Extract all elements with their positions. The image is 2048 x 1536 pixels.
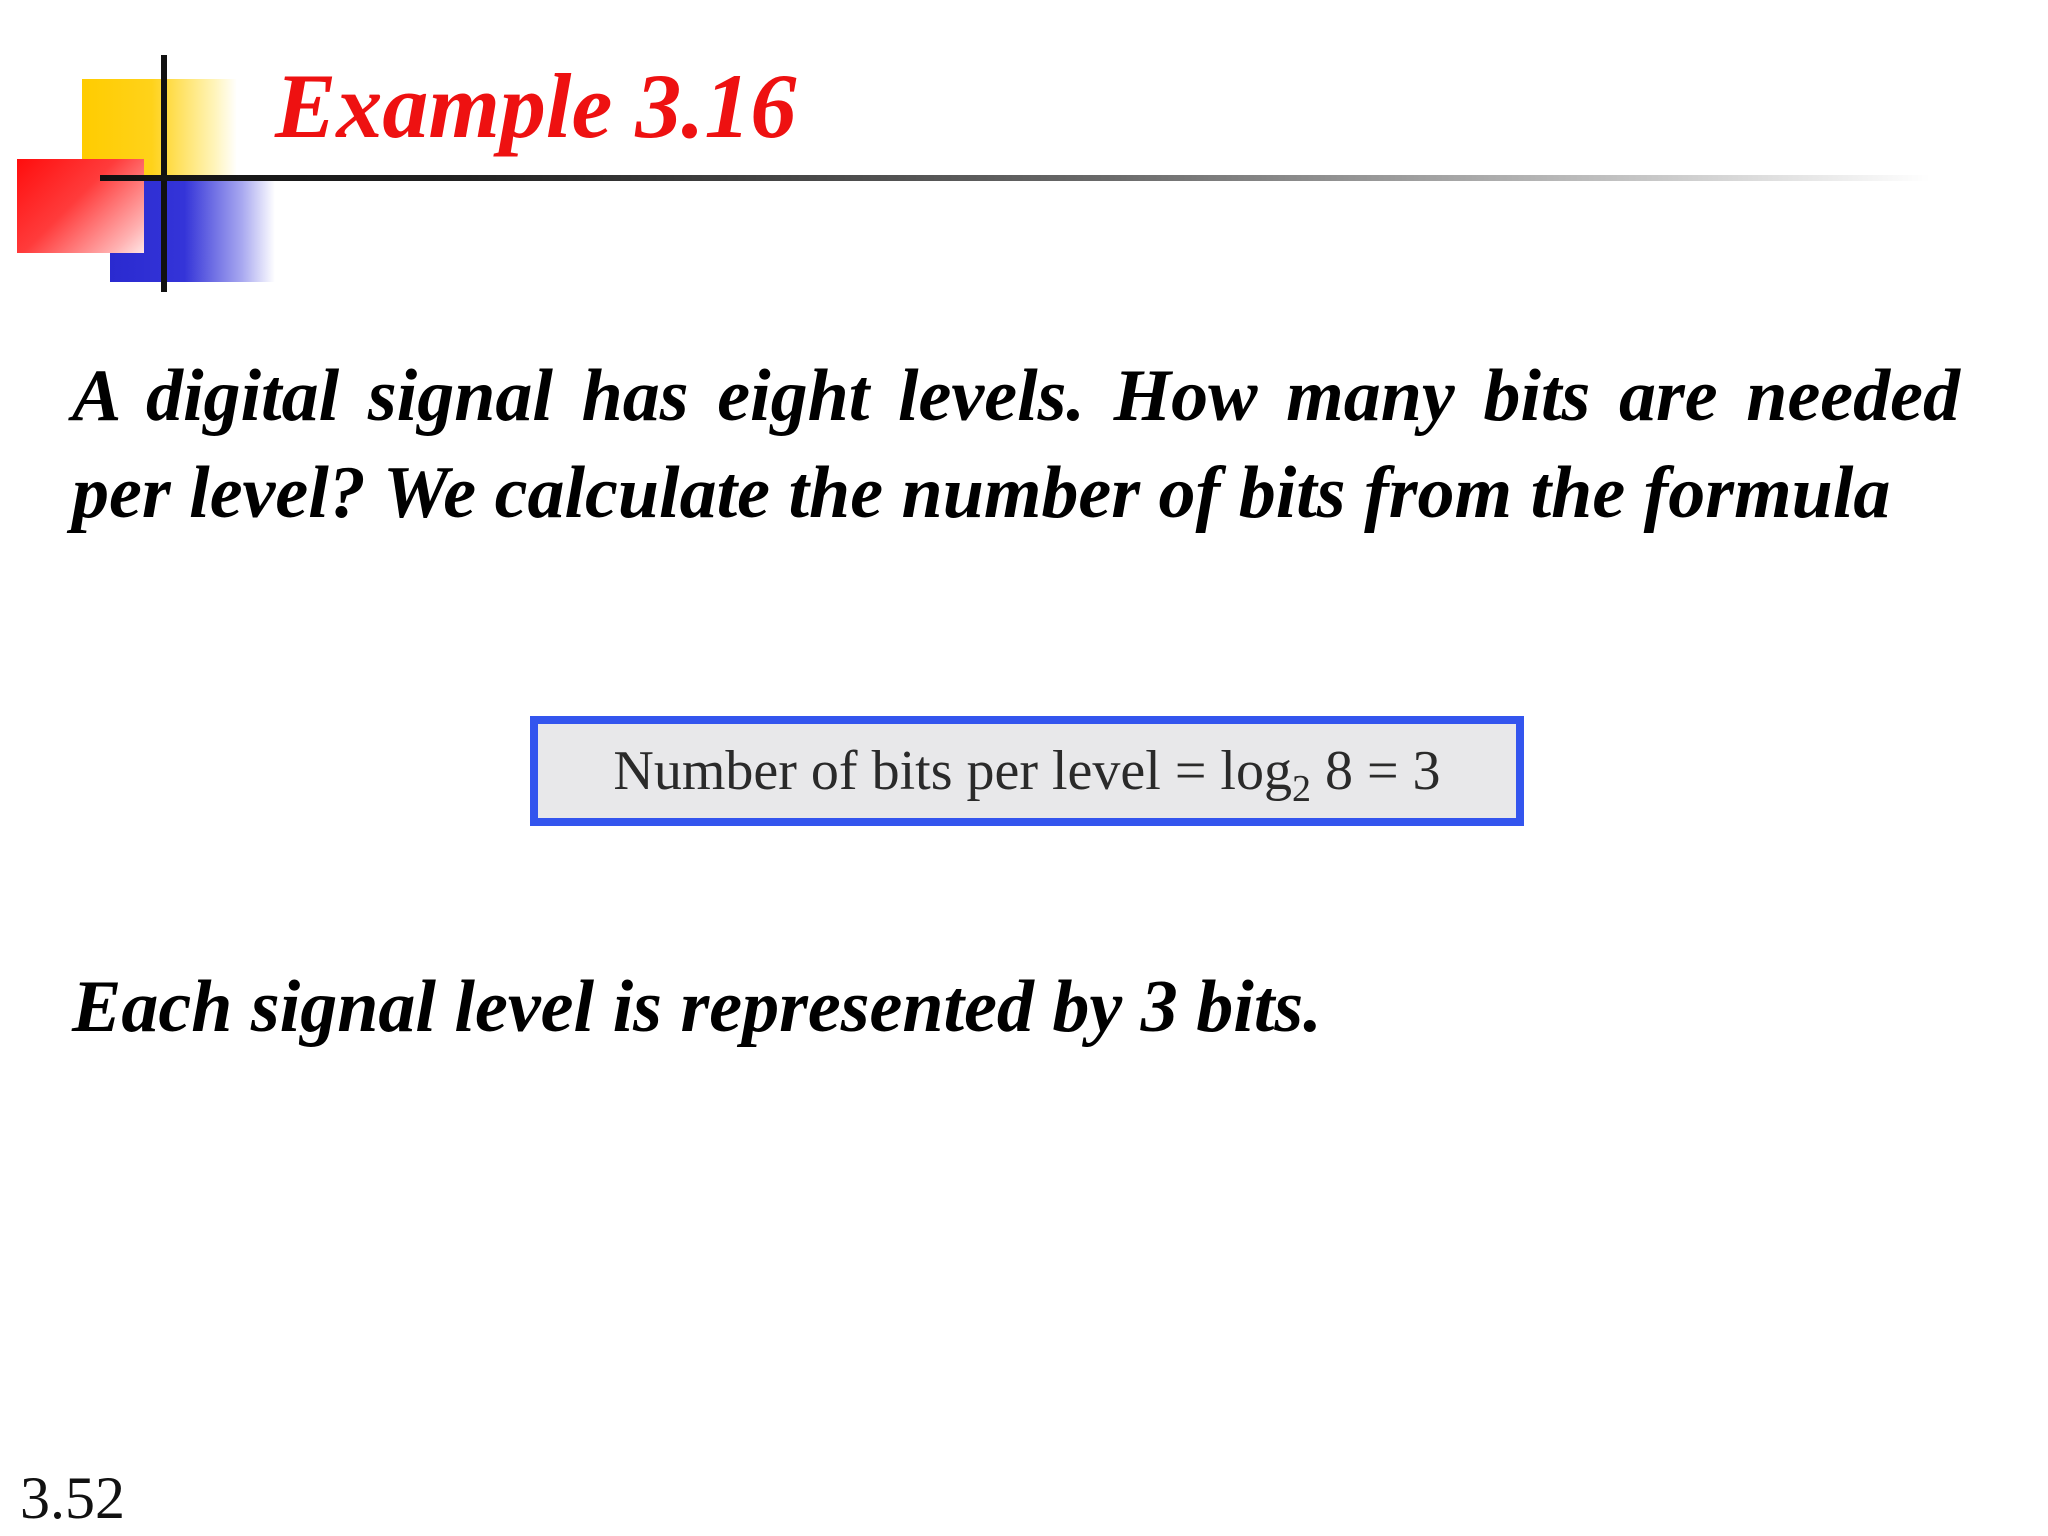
logo-vertical-line bbox=[161, 55, 167, 292]
formula bbox=[613, 740, 1441, 810]
formula-subscript: 2 bbox=[1291, 768, 1311, 810]
formula-rhs: 8 = 3 bbox=[1310, 740, 1441, 802]
formula-lhs: Number of bits per level = log bbox=[613, 740, 1292, 802]
logo-red-square bbox=[17, 159, 144, 253]
title-underline bbox=[100, 175, 1930, 181]
slide-number: 3.52 bbox=[20, 1465, 125, 1531]
slide-title: Example 3.16 bbox=[275, 55, 797, 157]
question-text: A digital signal has eight levels. How many bits are needed per level? We calculate the number of bits from the formula bbox=[72, 355, 1960, 534]
answer-text: Each signal level is represented by 3 bits. bbox=[72, 966, 1322, 1048]
formula-box bbox=[530, 716, 1524, 826]
